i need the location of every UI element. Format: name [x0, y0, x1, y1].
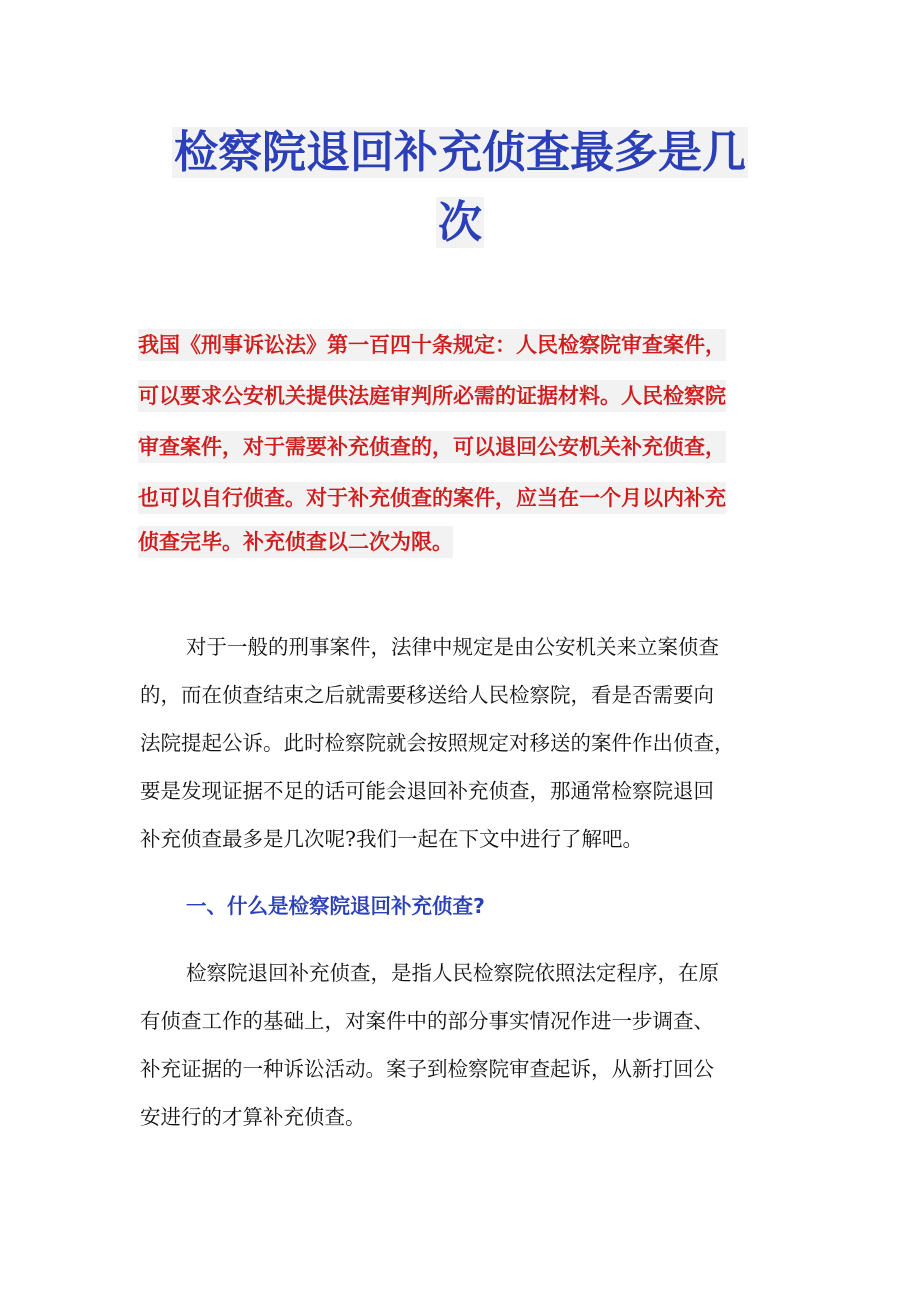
legal-quote-line: 审查案件，对于需要补充侦查的，可以退回公安机关补充侦查，	[138, 431, 788, 463]
section-heading: 一、什么是检察院退回补充侦查?	[186, 894, 485, 918]
document-title-line-2	[140, 188, 780, 258]
intro-paragraph-line: 对于一般的刑事案件，法律中规定是由公安机关来立案侦查	[186, 635, 719, 659]
intro-paragraph-line: 法院提起公诉。此时检察院就会按照规定对移送的案件作出侦查，	[140, 731, 735, 755]
section-paragraph-line: 检察院退回补充侦查，是指人民检察院依照法定程序，在原	[186, 961, 719, 985]
legal-quote-line: 可以要求公安机关提供法庭审判所必需的证据材料。人民检察院	[138, 380, 788, 412]
intro-paragraph-line: 补充侦查最多是几次呢?我们一起在下文中进行了解吧。	[140, 827, 643, 851]
section-paragraph-line: 有侦查工作的基础上，对案件中的部分事实情况作进一步调查、	[140, 1009, 714, 1033]
title-text-1: 检察院退回补充侦查最多是几	[174, 127, 746, 178]
section-paragraph-line: 安进行的才算补充侦查。	[140, 1105, 366, 1129]
section-paragraph-line: 补充证据的一种诉讼活动。案子到检察院审查起诉，从新打回公	[140, 1057, 714, 1081]
intro-paragraph-line: 的，而在侦查结束之后就需要移送给人民检察院，看是否需要向	[140, 683, 714, 707]
legal-quote-line: 侦查完毕。补充侦查以二次为限。	[138, 526, 788, 558]
document-title-line-1	[140, 118, 780, 188]
intro-paragraph-line: 要是发现证据不足的话可能会退回补充侦查，那通常检察院退回	[140, 779, 714, 803]
legal-quote-line: 我国《刑事诉讼法》第一百四十条规定：人民检察院审查案件，	[138, 329, 788, 361]
legal-quote-line: 也可以自行侦查。对于补充侦查的案件，应当在一个月以内补充	[138, 482, 788, 514]
title-text-2: 次	[438, 197, 482, 248]
